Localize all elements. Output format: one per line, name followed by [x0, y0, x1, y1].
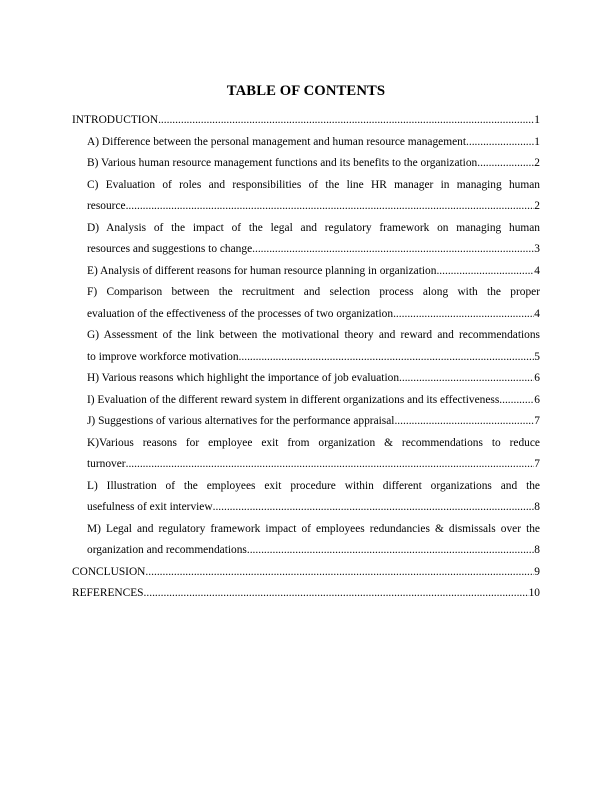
toc-entry-f[interactable] [72, 282, 540, 325]
dot-leader [477, 153, 534, 175]
dot-leader [394, 411, 534, 433]
toc-entry-introduction[interactable] [72, 110, 540, 132]
dot-leader [466, 132, 534, 154]
toc-entry-text: J) Suggestions of various alternatives for the performance appraisal [87, 415, 395, 427]
dot-leader [239, 347, 535, 369]
toc-entry-b[interactable] [72, 153, 540, 175]
toc-entry-a[interactable] [72, 132, 540, 154]
toc-entry-text: INTRODUCTION [72, 114, 159, 126]
page-title: TABLE OF CONTENTS [226, 83, 386, 99]
toc-page-number: 9 [534, 565, 540, 578]
toc-entry-text: CONCLUSION [72, 565, 146, 578]
toc-entry-text-line1: K)Various reasons for employee exit from organization & recommendations to reduce [87, 436, 540, 449]
dot-leader [499, 390, 534, 412]
dot-leader [213, 497, 535, 519]
toc-entry-text: REFERENCES [72, 587, 144, 599]
toc-entry-text: I) Evaluation of the different reward system in different organizations and its effectiveness [87, 393, 500, 406]
toc-entry-text-line1: L) Illustration of the employees exit procedure within different organizations and the [87, 479, 540, 492]
toc-entry-text: B) Various human resource management functions and its benefits to the organization [87, 157, 478, 169]
toc-entry-l[interactable] [72, 476, 540, 519]
toc-page-number: 8 [534, 501, 540, 513]
toc-entry-d[interactable] [72, 218, 540, 261]
toc-page-number: 5 [534, 350, 540, 363]
toc-entry-text: to improve workforce motivation [87, 350, 239, 363]
toc-entry-e[interactable] [72, 261, 540, 283]
toc-entry-text-line1: M) Legal and regulatory framework impact of employees redundancies & dismissals over the [87, 522, 540, 535]
dot-leader [247, 540, 534, 562]
toc-entry-text: resource [87, 200, 126, 212]
toc-entry-h[interactable] [72, 368, 540, 390]
toc-page-number: 3 [534, 243, 540, 255]
dot-leader [399, 368, 534, 390]
toc-page-number: 1 [534, 135, 540, 148]
toc-entry-text: H) Various reasons which highlight the importance of job evaluation [87, 372, 400, 384]
toc-entry-references[interactable] [72, 583, 540, 605]
toc-page-number: 10 [528, 587, 540, 599]
toc-entry-text: turnover [87, 458, 126, 470]
toc-entry-text-line1: D) Analysis of the impact of the legal and regulatory framework on managing human [87, 221, 540, 234]
toc-page-number: 7 [534, 415, 540, 427]
toc-entry-text: evaluation of the effectiveness of the processes of two organization [87, 307, 394, 320]
toc-entry-text: A) Difference between the personal management and human resource management [87, 135, 466, 148]
dot-leader [126, 196, 535, 218]
toc-page-number: 2 [534, 200, 540, 212]
toc-page-number: 2 [534, 157, 540, 169]
dot-leader [158, 110, 534, 132]
toc-entry-text: E) Analysis of different reasons for human resource planning in organization [87, 264, 437, 277]
toc-entry-m[interactable] [72, 519, 540, 562]
toc-page-number: 4 [534, 307, 540, 320]
toc-page-number: 7 [534, 458, 540, 470]
dot-leader [393, 304, 534, 326]
dot-leader [144, 583, 529, 605]
toc-entry-text-line1: F) Comparison between the recruitment and selection process along with the proper [87, 286, 540, 298]
toc-entry-j[interactable] [72, 411, 540, 433]
dot-leader [436, 261, 534, 283]
toc-entry-text: organization and recommendations [87, 544, 247, 556]
toc-page-number: 6 [534, 393, 540, 406]
toc-entry-conclusion[interactable] [72, 562, 540, 584]
toc-entry-i[interactable] [72, 390, 540, 412]
dot-leader [145, 562, 534, 584]
toc-page-number: 4 [534, 264, 540, 277]
toc-entry-k[interactable] [72, 433, 540, 476]
table-of-contents [72, 110, 540, 605]
toc-entry-text-line1: C) Evaluation of roles and responsibilities of the line HR manager in managing human [87, 178, 540, 191]
toc-entry-text-line1: G) Assessment of the link between the motivational theory and reward and recommendations [87, 329, 540, 341]
toc-page-number: 8 [534, 544, 540, 556]
dot-leader [252, 239, 534, 261]
toc-entry-text: resources and suggestions to change [87, 243, 253, 255]
toc-entry-g[interactable] [72, 325, 540, 368]
toc-page-number: 6 [534, 372, 540, 384]
toc-page-number: 1 [534, 114, 540, 126]
toc-entry-text: usefulness of exit interview [87, 501, 213, 513]
dot-leader [126, 454, 535, 476]
toc-entry-c[interactable] [72, 175, 540, 218]
